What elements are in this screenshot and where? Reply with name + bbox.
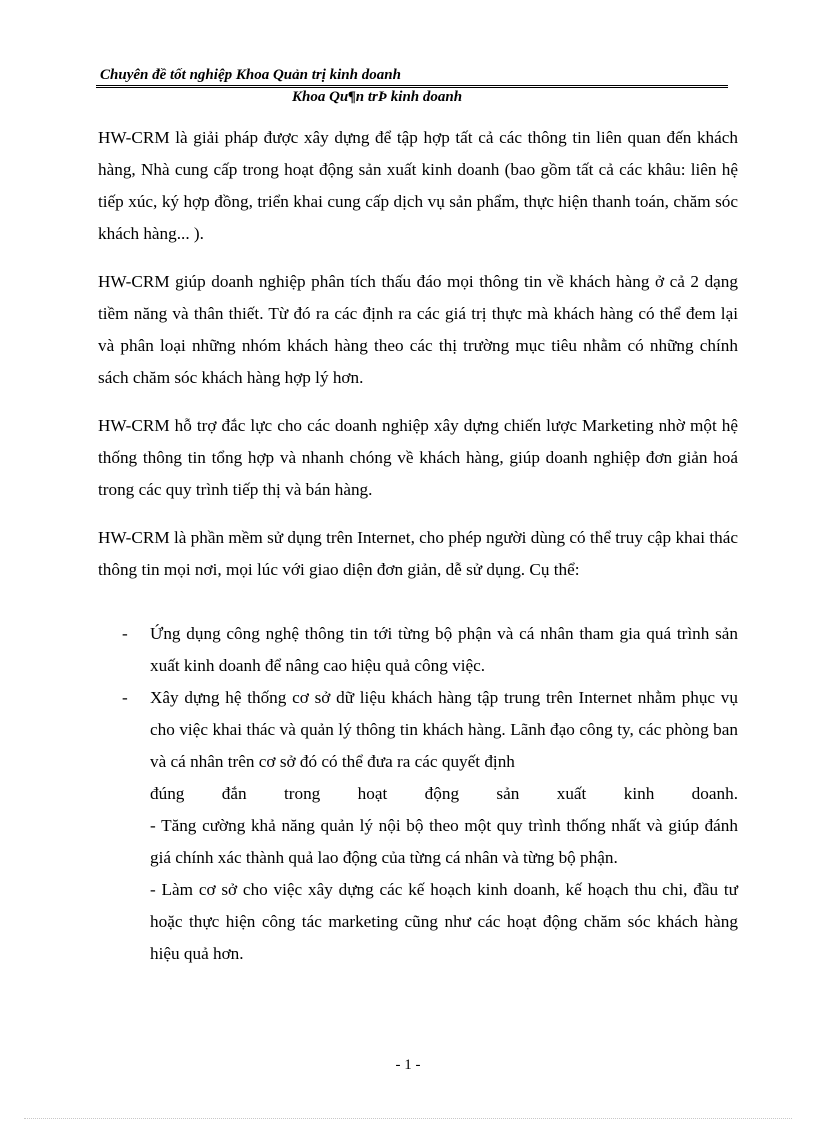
- list-item: [98, 682, 738, 970]
- list-sub-item: - Làm cơ sở cho việc xây dựng các kế hoạch kinh doanh, kế hoạch thu chi, đầu tư hoặc thực hiện công tác marketing cũng như các hoạt động chăm sóc khách hàng hiệu quả hơn.: [150, 880, 738, 963]
- running-header-subtitle: Khoa Qu¶n trÞ kinh doanh: [292, 89, 463, 105]
- paragraph-4: HW-CRM là phần mềm sử dụng trên Internet, cho phép người dùng có thể truy cập khai thác thông tin mọi nơi, mọi lúc với giao diện đơn giản, dễ sử dụng. Cụ thể:: [98, 528, 738, 579]
- header-rule: [96, 85, 728, 88]
- paragraph-3: HW-CRM hỗ trợ đắc lực cho các doanh nghiệp xây dựng chiến lược Marketing nhờ một hệ thống thông tin tổng hợp và nhanh chóng về khách hàng, giúp doanh nghiệp đơn giản hoá trong các quy trình tiếp thị và bán hàng.: [98, 416, 738, 499]
- bullet-list: [98, 618, 738, 970]
- running-header-title: Chuyên đề tốt nghiệp Khoa Quản trị kinh doanh: [100, 67, 401, 83]
- list-item: [98, 618, 738, 682]
- bullet-dash: -: [122, 624, 128, 643]
- bullet-dash: -: [122, 688, 128, 707]
- list-item-text: Xây dựng hệ thống cơ sở dữ liệu khách hàng tập trung trên Internet nhằm phục vụ cho việc khai thác và quản lý thông tin khách hàng. Lãnh đạo công ty, các phòng ban và cá nhân trên cơ sở đó có thể đưa ra các quyết định: [150, 688, 738, 771]
- list-sub-item: - Tăng cường khả năng quản lý nội bộ theo một quy trình thống nhất và giúp đánh giá chính xác thành quả lao động của từng cá nhân và từng bộ phận.: [150, 816, 738, 867]
- paragraph-2: HW-CRM giúp doanh nghiệp phân tích thấu đáo mọi thông tin về khách hàng ở cả 2 dạng tiềm năng và thân thiết. Từ đó ra các định ra các giá trị thực mà khách hàng có thể đem lại và phân loại những nhóm khách hàng theo các thị trường mục tiêu nhằm có những chính sách chăm sóc khách hàng hợp lý hơn.: [98, 272, 738, 387]
- paragraph-1: HW-CRM là giải pháp được xây dựng để tập hợp tất cả các thông tin liên quan đến khách hàng, Nhà cung cấp trong hoạt động sản xuất kinh doanh (bao gồm tất cả các khâu: liên hệ tiếp xúc, ký hợp đồng, triển khai cung cấp dịch vụ sản phẩm, thực hiện thanh toán, chăm sóc khách hàng... ).: [98, 128, 738, 243]
- page-border: [24, 1118, 792, 1119]
- page-number: - 1 -: [395, 1057, 421, 1073]
- list-item-justified-line: đúng đắn trong hoạt động sản xuất kinh doanh.: [150, 784, 738, 803]
- list-item-text: Ứng dụng công nghệ thông tin tới từng bộ phận và cá nhân tham gia quá trình sản xuất kinh doanh để nâng cao hiệu quả công việc.: [150, 624, 738, 675]
- document-body: [98, 122, 738, 970]
